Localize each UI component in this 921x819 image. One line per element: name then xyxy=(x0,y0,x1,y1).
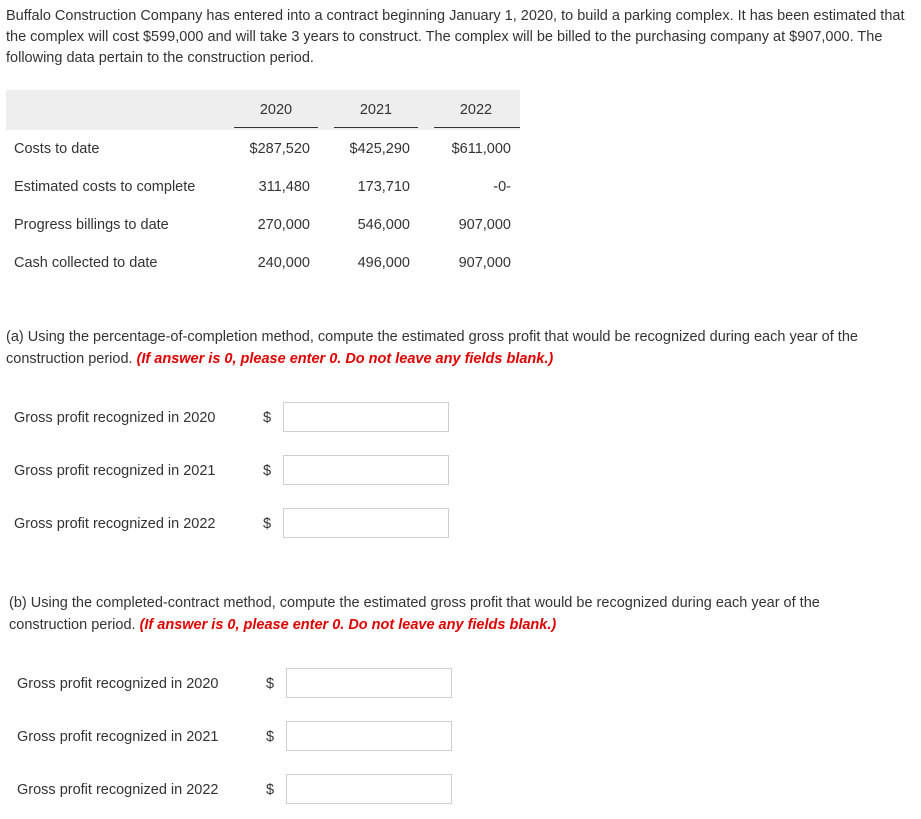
cell-value: 240,000 xyxy=(257,255,310,271)
part-b-gross-profit-2020-input[interactable] xyxy=(286,668,452,698)
part-b-answer-row-2022 xyxy=(17,774,457,808)
cell-value: 496,000 xyxy=(357,255,410,271)
part-b-question-text: (b) Using the completed-contract method, compute the estimated gross profit that would be recognized during each year of the construction period. xyxy=(9,595,820,633)
dollar-sign: $ xyxy=(263,516,272,532)
part-a-answer-row-2022 xyxy=(14,508,454,542)
header-underline xyxy=(434,127,520,128)
dollar-sign: $ xyxy=(266,729,275,745)
row-label: Cash collected to date xyxy=(14,255,158,271)
cell-value: 311,480 xyxy=(258,179,310,195)
answer-label: Gross profit recognized in 2020 xyxy=(17,676,219,692)
answer-label: Gross profit recognized in 2022 xyxy=(17,782,219,798)
cell-value: 270,000 xyxy=(257,217,310,233)
cell-value: $611,000 xyxy=(451,141,511,157)
part-a-gross-profit-2022-input[interactable] xyxy=(283,508,449,538)
cell-value: 173,710 xyxy=(357,179,410,195)
cell-value: $287,520 xyxy=(249,141,310,157)
table-row xyxy=(6,168,520,206)
problem-intro: Buffalo Construction Company has entered into a contract beginning January 1, 2020, to build a parking complex. It has been estimated that the complex will cost $599,000 and will take 3 years to construct. The complex will be billed to the purchasing company at $907,000. The following data pertain to the construction period. xyxy=(6,8,905,66)
table-row xyxy=(6,130,520,168)
cell-value: $425,290 xyxy=(349,141,410,157)
answer-label: Gross profit recognized in 2020 xyxy=(14,410,216,426)
part-a-question xyxy=(6,326,911,370)
part-a-answer-row-2021 xyxy=(14,455,454,489)
table-row xyxy=(6,206,520,244)
dollar-sign: $ xyxy=(263,463,272,479)
year-header-2021: 2021 xyxy=(359,102,393,118)
answer-label: Gross profit recognized in 2022 xyxy=(14,516,216,532)
table-row xyxy=(6,244,520,282)
dollar-sign: $ xyxy=(266,676,275,692)
row-label: Progress billings to date xyxy=(14,217,169,233)
answer-label: Gross profit recognized in 2021 xyxy=(17,729,219,745)
row-label: Costs to date xyxy=(14,141,100,157)
year-header-2022: 2022 xyxy=(459,102,493,118)
table-header xyxy=(6,90,520,130)
cell-value: -0- xyxy=(493,179,511,195)
part-a-gross-profit-2020-input[interactable] xyxy=(283,402,449,432)
part-b-question xyxy=(9,592,899,636)
year-header-2020: 2020 xyxy=(259,102,293,118)
answer-label: Gross profit recognized in 2021 xyxy=(14,463,216,479)
part-a-gross-profit-2021-input[interactable] xyxy=(283,455,449,485)
part-b-hint: (If answer is 0, please enter 0. Do not leave any fields blank.) xyxy=(139,617,557,633)
cell-value: 907,000 xyxy=(458,255,511,271)
part-b-gross-profit-2021-input[interactable] xyxy=(286,721,452,751)
dollar-sign: $ xyxy=(263,410,272,426)
header-underline xyxy=(234,127,318,128)
construction-data-table xyxy=(6,90,520,282)
part-a-answer-row-2020 xyxy=(14,402,454,436)
part-a-question-text: (a) Using the percentage-of-completion method, compute the estimated gross profit that would be recognized during each year of the construction period. xyxy=(6,329,858,367)
dollar-sign: $ xyxy=(266,782,275,798)
part-b-answer-row-2020 xyxy=(17,668,457,702)
cell-value: 907,000 xyxy=(458,217,511,233)
header-underline xyxy=(334,127,418,128)
cell-value: 546,000 xyxy=(357,217,410,233)
part-b-gross-profit-2022-input[interactable] xyxy=(286,774,452,804)
row-label: Estimated costs to complete xyxy=(14,179,196,195)
part-a-hint: (If answer is 0, please enter 0. Do not leave any fields blank.) xyxy=(136,351,554,367)
part-b-answer-row-2021 xyxy=(17,721,457,755)
